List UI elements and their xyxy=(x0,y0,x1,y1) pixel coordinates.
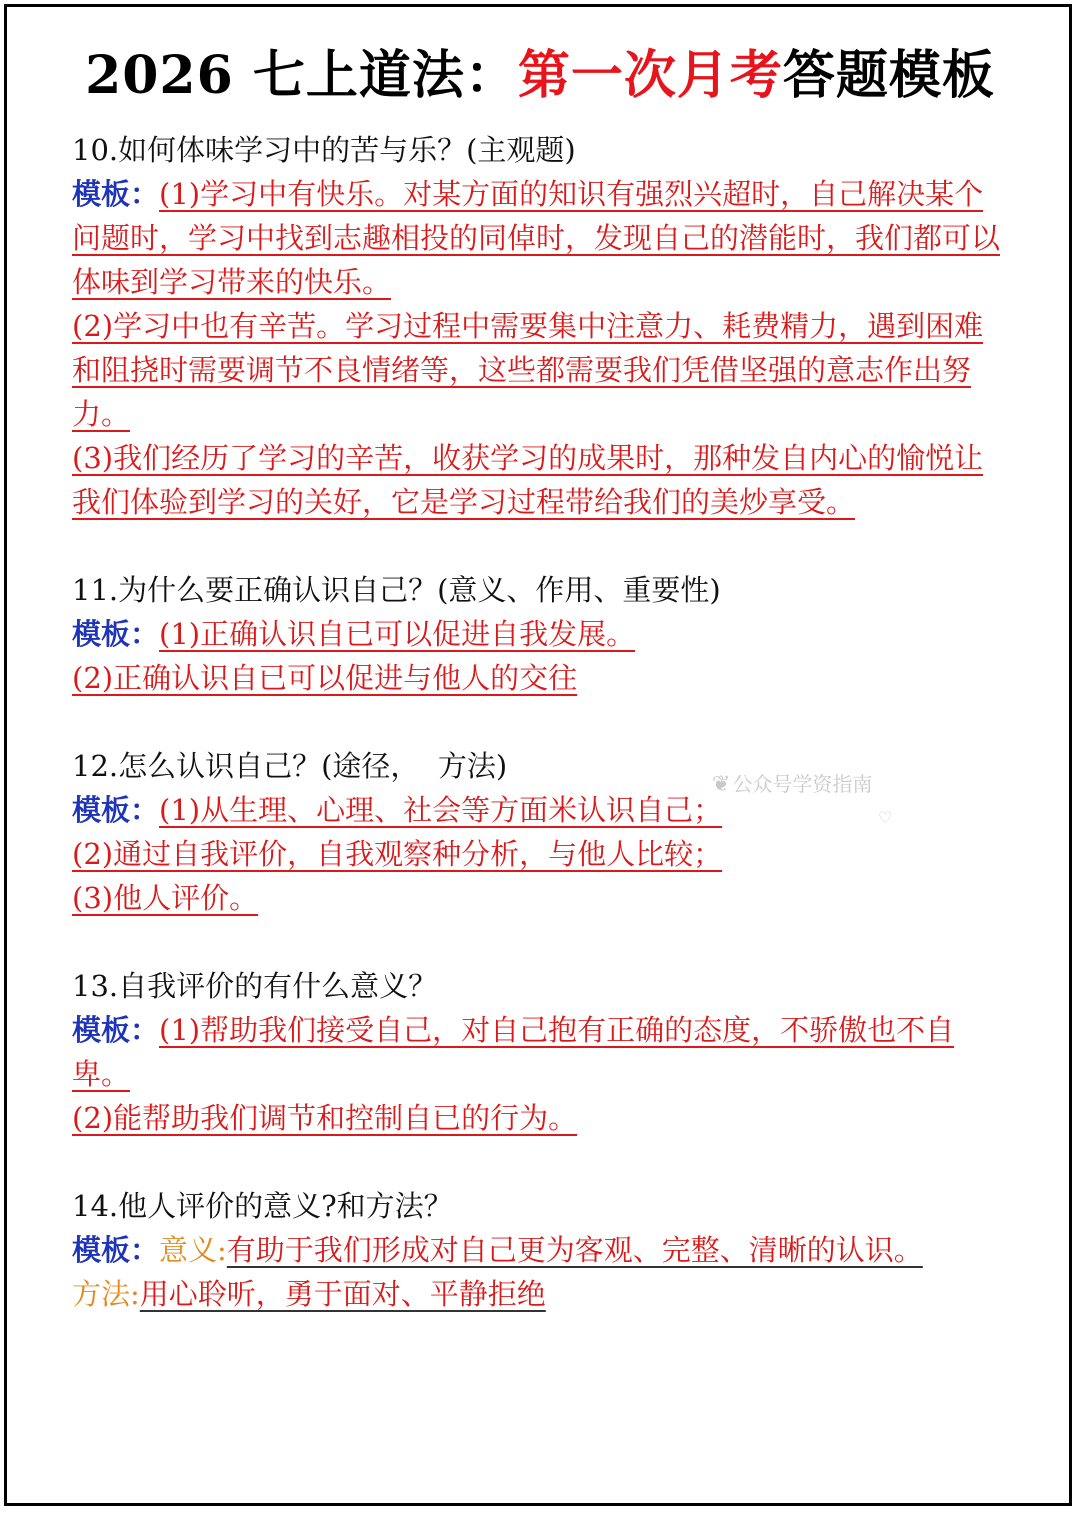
title-part-1: 2026 七上道法： xyxy=(85,45,518,106)
content xyxy=(72,128,1012,1316)
meaning-label: 意义: xyxy=(159,1233,227,1267)
question-10: 10.如何体味学习中的苦与乐？(主观题) xyxy=(72,133,576,167)
title-part-2: 第一次月考 xyxy=(517,45,783,106)
watermark-text: 公众号学资指南 xyxy=(732,772,873,796)
section-11 xyxy=(72,568,1012,700)
template-label: 模板： xyxy=(72,617,160,651)
template-label: 模板： xyxy=(72,1233,160,1267)
answer-10-1: 模板：(1)学习中有快乐。对某方面的知识有强烈兴超时，自己解决某个问题时，学习中找到志趣相投的同倬时，发现自己的潜能时，我们都可以体味到学习带来的快乐。 xyxy=(72,177,1001,299)
answer-12-2: (2)通过自我评价，自我观察种分析，与他人比较； xyxy=(72,837,723,871)
answer-12-3: (3)他人评价。 xyxy=(72,881,259,915)
title-part-3: 答题模板 xyxy=(782,45,995,106)
page-title xyxy=(0,40,1080,112)
heart-icon: ♡ xyxy=(878,808,893,827)
question-13: 13.自我评价的有什么意义？ xyxy=(72,969,438,1003)
watermark xyxy=(712,768,893,827)
answer-13-1: 模板：(1)帮助我们接受自己，对自己抱有正确的态度，不骄傲也不自卑。 xyxy=(72,1013,955,1091)
answer-13-2: (2)能帮助我们调节和控制自已的行为。 xyxy=(72,1101,578,1135)
method-text: 用心聆听，勇于面对、平静拒绝 xyxy=(139,1277,546,1311)
section-14 xyxy=(72,1184,1012,1316)
meaning-text: 有助于我们形成对自己更为客观、完整、清晰的认识。 xyxy=(226,1233,923,1267)
section-10 xyxy=(72,128,1012,524)
question-14: 14.他人评价的意义?和方法？ xyxy=(72,1189,453,1223)
answer-10-2: (2)学习中也有辛苦。学习过程中需要集中注意力、耗费精力，遇到困难和阻挠时需要调节不良情绪等，这些都需要我们凭借坚强的意志作出努力。 xyxy=(72,309,984,431)
answer-11-1: 模板：(1)正确认识自已可以促进自我发展。 xyxy=(72,617,636,651)
template-label: 模板： xyxy=(72,793,160,827)
answer-12-1: 模板：(1)从生理、心理、社会等方面米认识自己； xyxy=(72,793,723,827)
question-12: 12.怎么认识自己？(途径， 方法) xyxy=(72,749,508,783)
leaf-icon: ❦ xyxy=(712,772,731,797)
answer-14-meaning xyxy=(72,1228,1012,1272)
answer-11-2: (2)正确认识自已可以促进与他人的交往 xyxy=(72,661,578,695)
method-label: 方法: xyxy=(72,1277,140,1311)
template-label: 模板： xyxy=(72,177,160,211)
question-11: 11.为什么要正确认识自己？(意义、作用、重要性) xyxy=(72,573,721,607)
section-13 xyxy=(72,964,1012,1140)
answer-10-3: (3)我们经历了学习的辛苦，收获学习的成果时，那种发自内心的愉悦让我们体验到学习的关好，它是学习过程带给我们的美炒享受。 xyxy=(72,441,984,519)
answer-14-method xyxy=(72,1272,1012,1316)
template-label: 模板： xyxy=(72,1013,160,1047)
